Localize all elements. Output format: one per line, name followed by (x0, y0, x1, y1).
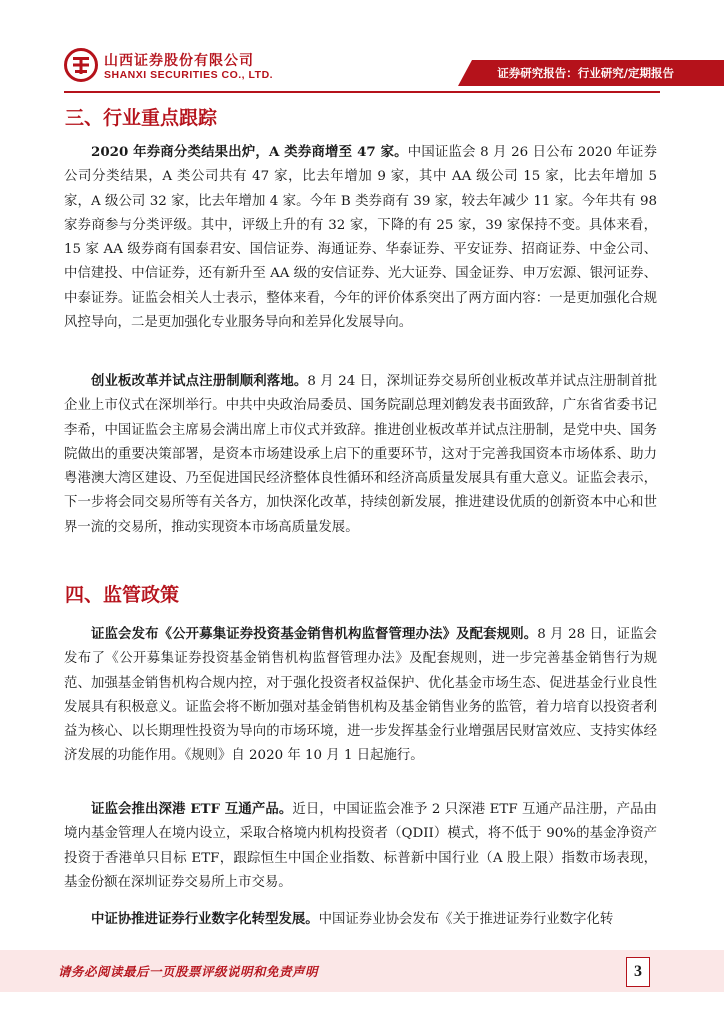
page-header (0, 0, 724, 96)
section-title-regulatory-policy: 四、监管政策 (65, 584, 180, 606)
header-divider (64, 91, 660, 93)
paragraph-body: 8 月 24 日，深圳证券交易所创业板改革并试点注册制首批企业上市仪式在深圳举行。中共中央政治局委员、国务院副总理刘鹤发表书面致辞，广东省省委书记李希，中国证监会主席易会满出席上市仪式并致辞。推进创业板改革并试点注册制，是党中央、国务院做出的重要决策部署，是资本市场建设承上启下的重要环节，这对于完善我国资本市场体系、助力粤港澳大湾区建设、乃至促进国民经济整体良性循环和经济高质量发展具有重大意义。证监会表示，下一步将会同交易所等有关各方，加快深化改革，持续创新发展，推进建设优质的创新资本中心和世界一流的交易所，推动实现资本市场高质量发展。 (64, 374, 658, 535)
paragraph-body: 近日，中国证监会准予 2 只深港 ETF 互通产品注册，产品由境内基金管理人在境内设立，采取合格境内机构投资者（QDII）模式，将不低于 90%的基金净资产投资于香港单只目标 ETF，跟踪恒生中国企业指数、标普新中国行业（A 股上限）指数市场表现，基金份额在深圳证券交易所上市交易。 (64, 802, 657, 890)
paragraph-etf-connect (64, 797, 657, 895)
paragraph-lead: 2020 年券商分类结果出炉，A 类券商增至 47 家。 (91, 144, 408, 160)
company-logo-icon (64, 48, 98, 82)
paragraph-lead: 证监会发布《公开募集证券投资基金销售机构监督管理办法》及配套规则。 (91, 626, 538, 642)
paragraph-chinext-reform (64, 369, 657, 540)
report-type-label: 证券研究报告：行业研究/定期报告 (497, 66, 674, 80)
paragraph-body: 中国证监会 8 月 26 日公布 2020 年证券公司分类结果，A 类公司共有 47 家，比去年增加 9 家，其中 AA 级公司 15 家，比去年增加 5 家，A 级公司 32 家，比去年增加 4 家。今年 B 类券商有 39 家，较去年减少 11 家。今年共有 98 家券商参与分类评级。其中，评级上升的有 32 家，下降的有 25 家，39 家保持不变。具体来看，15 家 AA 级券商有国泰君安、国信证券、海通证券、华泰证券、平安证券、招商证券、中金公司、中信建投、中信证券，还有新升至 AA 级的安信证券、光大证券、国金证券、申万宏源、银河证券、中泰证券。证监会相关人士表示，整体来看，今年的评价体系突出了两方面内容：一是更加强化合规风控导向，二是更加强化专业服务导向和差异化发展导向。 (64, 145, 657, 331)
paragraph-broker-ratings (64, 140, 657, 335)
company-name-en: SHANXI SECURITIES CO., LTD. (104, 69, 274, 81)
page-number: 3 (626, 957, 650, 987)
section-title-industry-tracking: 三、行业重点跟踪 (65, 107, 218, 129)
paragraph-fund-sales-rules (64, 622, 657, 769)
company-name-cn: 山西证券股份有限公司 (104, 53, 254, 69)
paragraph-body: 中国证券业协会发布《关于推进证券行业数字化转 (318, 912, 614, 927)
paragraph-digital-transformation (64, 907, 657, 932)
paragraph-body: 8 月 28 日，证监会发布了《公开募集证券投资基金销售机构监督管理办法》及配套规则，进一步完善基金销售行为规范、加强基金销售机构合规内控，对于强化投资者权益保护、优化基金市场生态、促进基金行业良性发展具有积极意义。证监会将不断加强对基金销售机构及基金销售业务的监管，着力培育以投资者利益为核心、以长期理性投资为导向的市场环境，进一步发挥基金行业增强居民财富效应、支持实体经济发展的功能作用。《规则》自 2020 年 10 月 1 日起施行。 (64, 627, 657, 764)
footer-disclaimer: 请务必阅读最后一页股票评级说明和免责声明 (58, 964, 319, 979)
paragraph-lead: 创业板改革并试点注册制顺利落地。 (91, 373, 308, 389)
paragraph-lead: 中证协推进证券行业数字化转型发展。 (91, 911, 319, 927)
paragraph-lead: 证监会推出深港 ETF 互通产品。 (91, 801, 293, 817)
